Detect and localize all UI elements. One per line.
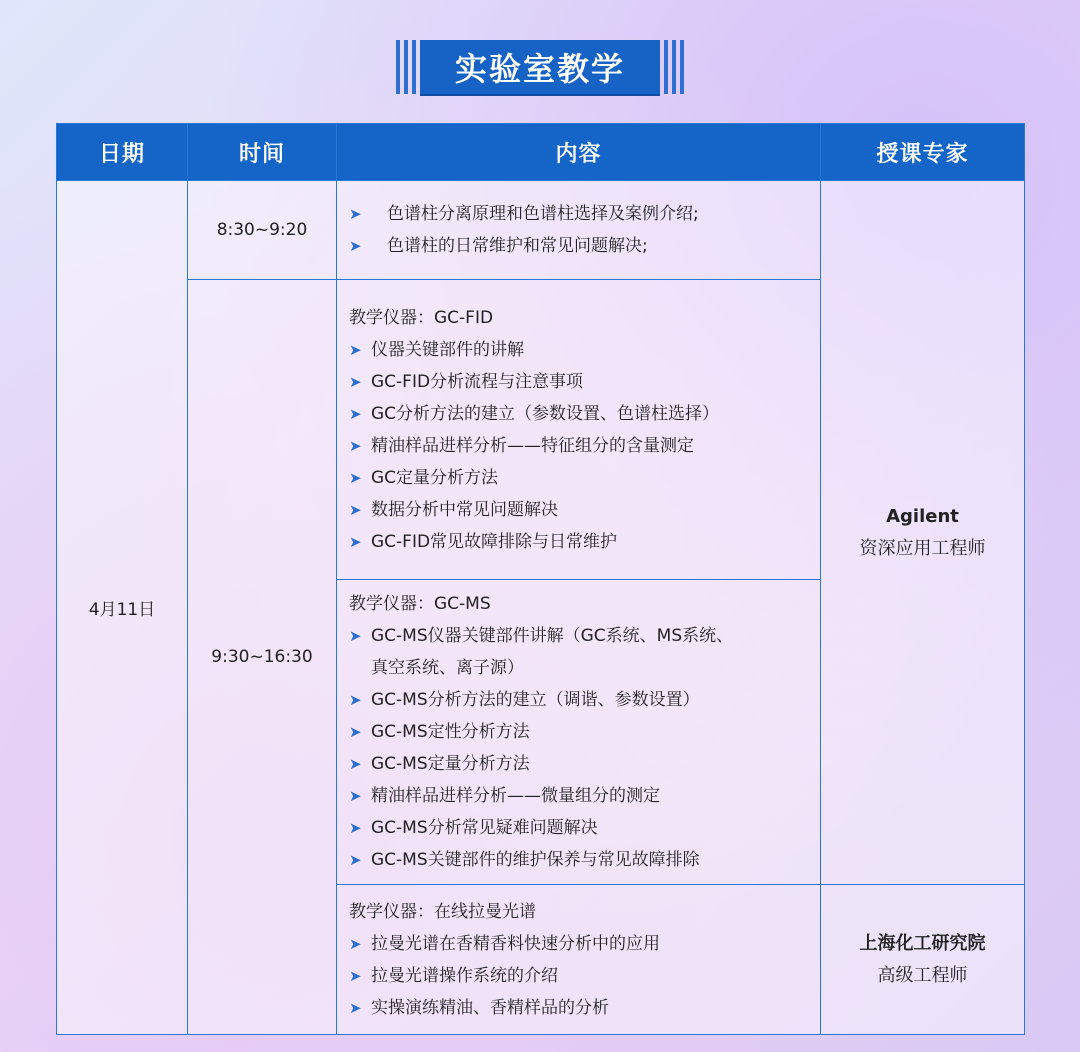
- instrument-heading: 教学仪器：GC-FID: [349, 307, 494, 328]
- expert-name: Agilent: [886, 505, 959, 527]
- arrow-right-icon: ➤: [349, 819, 362, 837]
- instrument-heading: 教学仪器：在线拉曼光谱: [349, 901, 536, 922]
- expert-cell: [821, 181, 1025, 885]
- arrow-right-icon: ➤: [349, 372, 362, 391]
- arrow-right-icon: ➤: [349, 627, 362, 645]
- arrow-right-icon: ➤: [349, 404, 362, 423]
- arrow-right-icon: ➤: [349, 755, 362, 773]
- arrow-right-icon: ➤: [349, 436, 362, 455]
- arrow-right-icon: ➤: [349, 237, 362, 255]
- section-title-banner: [396, 40, 684, 94]
- header-time: 时间: [188, 124, 337, 181]
- section-title: 实验室教学: [420, 40, 660, 94]
- arrow-right-icon: ➤: [349, 500, 362, 519]
- schedule-table: [56, 123, 1025, 1035]
- header-expert: 授课专家: [821, 124, 1025, 181]
- instrument-heading: 教学仪器：GC-MS: [349, 594, 491, 614]
- title-decor-left: [396, 40, 420, 94]
- arrow-right-icon: ➤: [349, 340, 362, 359]
- arrow-right-icon: ➤: [349, 966, 362, 985]
- table-row: [57, 181, 1025, 280]
- arrow-right-icon: ➤: [349, 468, 362, 487]
- arrow-right-icon: ➤: [349, 723, 362, 741]
- header-content: 内容: [337, 124, 821, 181]
- header-date: 日期: [57, 124, 188, 181]
- date-cell: 4月11日: [57, 181, 188, 1035]
- expert-role: 资深应用工程师: [859, 537, 986, 559]
- title-decor-right: [660, 40, 684, 94]
- arrow-right-icon: ➤: [349, 787, 362, 805]
- arrow-right-icon: ➤: [349, 205, 362, 223]
- content-cell: ➤ 色谱柱分离原理和色谱柱选择及案例介绍; ➤ 色谱柱的日常维护和常见问题解决;: [337, 181, 821, 280]
- arrow-right-icon: ➤: [349, 532, 362, 551]
- content-cell: 教学仪器：GC-FID ➤ 仪器关键部件的讲解 ➤ GC-FID分析流程与注意事项 ➤ GC分析方法的建立（参数设置、色谱柱选择） ➤ 精油样品进样分析——特征组分的含量测定 ➤ GC定量分析方法 ➤ 数据分析中常见问题解决 ➤ GC-FID常见故障排除与日常维护: [337, 280, 821, 580]
- content-cell: 教学仪器：GC-MS ➤ GC-MS仪器关键部件讲解（GC系统、MS系统、 真空系统、离子源） ➤ GC-MS分析方法的建立（调谐、参数设置） ➤ GC-MS定性分析方法 ➤ GC-MS定量分析方法 ➤ 精油样品进样分析——微量组分的测定 ➤ GC-MS分析常见疑难问题解决 ➤ GC-MS关键部件的维护保养与常见故障排除: [337, 580, 821, 885]
- arrow-right-icon: ➤: [349, 851, 362, 869]
- expert-name: 上海化工研究院: [859, 932, 986, 954]
- expert-cell: [821, 885, 1025, 1035]
- arrow-right-icon: ➤: [349, 934, 362, 953]
- table-header-row: [57, 124, 1025, 181]
- time-cell: 9:30~16:30: [188, 280, 337, 1035]
- content-cell: 教学仪器：在线拉曼光谱 ➤ 拉曼光谱在香精香料快速分析中的应用 ➤ 拉曼光谱操作系统的介绍 ➤ 实操演练精油、香精样品的分析: [337, 885, 821, 1035]
- expert-role: 高级工程师: [877, 964, 968, 986]
- arrow-right-icon: ➤: [349, 691, 362, 709]
- arrow-right-icon: ➤: [349, 998, 362, 1017]
- time-cell: 8:30~9:20: [188, 181, 337, 280]
